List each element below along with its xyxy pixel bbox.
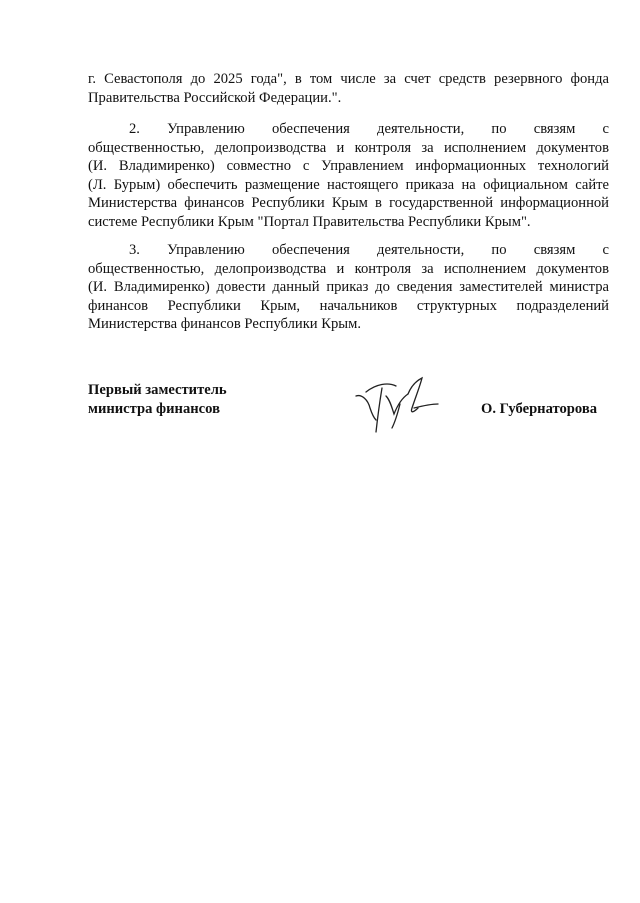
intro-paragraph [88,70,609,107]
paragraph-line: г. Севастополя до 2025 года", в том числе за счет средств резервного фонда [88,71,609,87]
signer-name: О. Губернаторова [481,401,598,417]
paragraph-2 [88,120,609,232]
paragraph-line: общественностью, делопроизводства и контроля за исполнением документов [88,139,609,156]
paragraph-line: (И. Владимиренко) довести данный приказ до сведения заместителей министра [88,279,609,296]
paragraph-line: Министерства финансов Республики Крым в государственной информационной [88,195,609,212]
paragraph-line: Министерства финансов Республики Крым. [88,316,361,333]
paragraph-line: 2. Управлению обеспечения деятельности, по связям с [129,121,609,137]
handwritten-signature [352,374,442,436]
paragraph-line: 3. Управлению обеспечения деятельности, по связям с [129,242,609,258]
paragraph-line: общественностью, делопроизводства и контроля за исполнением документов [88,260,609,277]
paragraph-line: (Л. Бурым) обеспечить размещение настоящего приказа на официальном сайте [88,176,609,193]
position-line: министра финансов [88,400,220,417]
paragraph-line: (И. Владимиренко) совместно с Управлением информационных технологий [88,158,609,175]
position-line: Первый заместитель [88,382,227,398]
paragraph-line: Правительства Российской Федерации.". [88,89,342,106]
paragraph-line: финансов Республики Крым, начальников структурных подразделений [88,297,609,314]
paragraph-3 [88,241,609,334]
paragraph-line: системе Республики Крым "Портал Правительства Республики Крым". [88,213,531,230]
signatory-position [88,381,227,418]
